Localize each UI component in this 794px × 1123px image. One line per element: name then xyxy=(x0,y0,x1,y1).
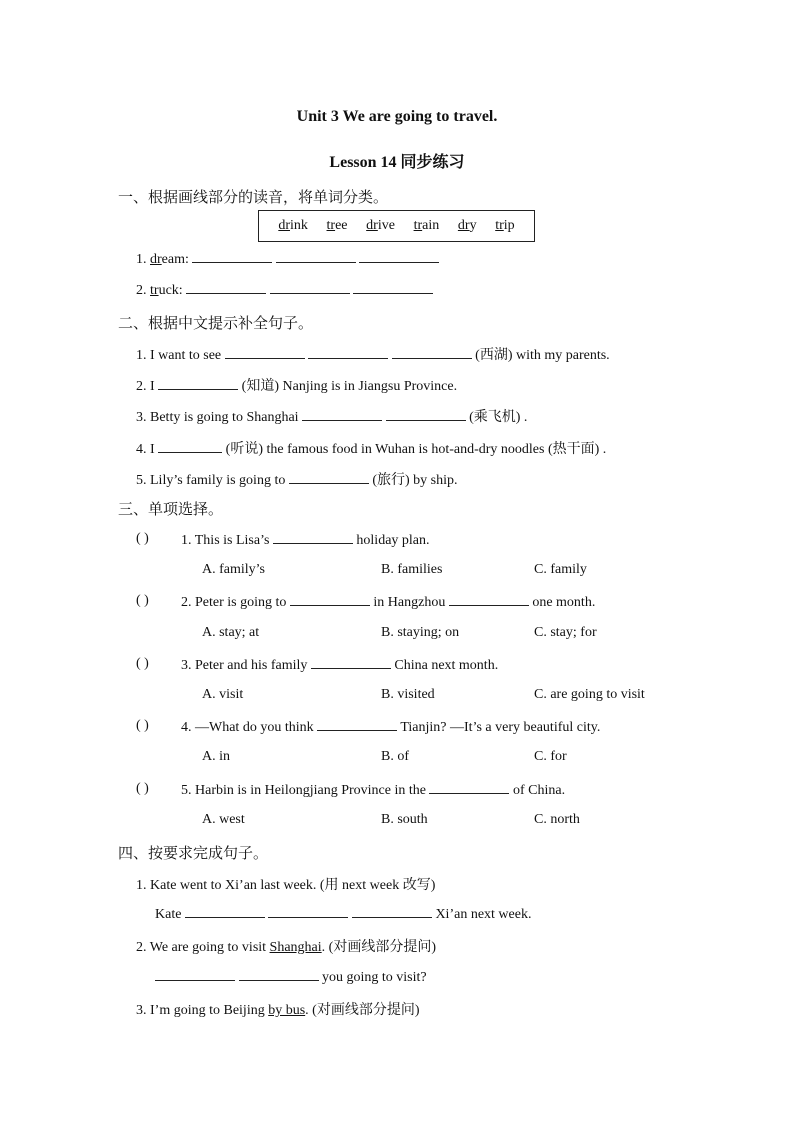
answer-blank[interactable] xyxy=(392,346,472,359)
answer-paren[interactable]: ( ) xyxy=(136,718,149,733)
answer-blank xyxy=(290,593,370,606)
option-a[interactable]: A. in xyxy=(202,749,230,764)
answer-blank[interactable] xyxy=(386,408,466,421)
answer-blank[interactable] xyxy=(186,281,266,294)
option-c[interactable]: C. for xyxy=(534,749,567,764)
answer-paren[interactable]: ( ) xyxy=(136,593,149,608)
answer-blank[interactable] xyxy=(155,968,235,981)
answer-blank[interactable] xyxy=(192,250,272,263)
answer-blank[interactable] xyxy=(308,346,388,359)
answer-blank[interactable] xyxy=(270,281,350,294)
option-a[interactable]: A. stay; at xyxy=(202,625,260,640)
answer-blank xyxy=(317,718,397,731)
part4-q1-answer: Kate Xi’an next week. xyxy=(155,907,532,922)
word-item: dry xyxy=(457,218,477,233)
option-c[interactable]: C. are going to visit xyxy=(534,687,645,702)
answer-blank xyxy=(429,781,509,794)
mc-question: 3. Peter and his family China next month. xyxy=(181,658,499,673)
option-a[interactable]: A. west xyxy=(202,812,245,827)
option-c[interactable]: C. stay; for xyxy=(534,625,597,640)
option-b[interactable]: B. visited xyxy=(381,687,435,702)
part2-heading: 二、根据中文提示补全句子。 xyxy=(118,314,314,332)
part4-heading: 四、按要求完成句子。 xyxy=(118,844,269,862)
word-item: drive xyxy=(366,218,395,233)
answer-paren[interactable]: ( ) xyxy=(136,531,149,546)
answer-blank xyxy=(449,593,529,606)
part2-q2: 2. I (知道) Nanjing is in Jiangsu Province. xyxy=(136,379,458,394)
option-a[interactable]: A. visit xyxy=(202,687,244,702)
answer-blank[interactable] xyxy=(353,281,433,294)
part4-q3: 3. I’m going to Beijing by bus. (对画线部分提问) xyxy=(136,1003,420,1018)
word-item: drink xyxy=(278,218,308,233)
option-b[interactable]: B. families xyxy=(381,562,443,577)
option-b[interactable]: B. staying; on xyxy=(381,625,460,640)
part1-q2: 2. truck: xyxy=(136,281,433,299)
mc-question: 4. —What do you think Tianjin? —It’s a very beautiful city. xyxy=(181,720,601,735)
part2-q3: 3. Betty is going to Shanghai (乘飞机) . xyxy=(136,410,528,425)
option-c[interactable]: C. family xyxy=(534,562,587,577)
option-b[interactable]: B. south xyxy=(381,812,428,827)
word-item: tree xyxy=(326,218,348,233)
option-a[interactable]: A. family’s xyxy=(202,562,265,577)
answer-blank[interactable] xyxy=(302,408,382,421)
option-c[interactable]: C. north xyxy=(534,812,580,827)
answer-blank[interactable] xyxy=(276,250,356,263)
part3-heading: 三、单项选择。 xyxy=(118,500,224,518)
word-item: trip xyxy=(495,218,515,233)
mc-question: 5. Harbin is in Heilongjiang Province in the of China. xyxy=(181,783,566,798)
part4-q2-answer: you going to visit? xyxy=(155,968,427,986)
answer-blank[interactable] xyxy=(158,440,222,453)
answer-blank[interactable] xyxy=(185,905,265,918)
option-b[interactable]: B. of xyxy=(381,749,409,764)
part1-heading: 一、根据画线部分的读音，将单词分类。 xyxy=(118,188,389,206)
part4-q2: 2. We are going to visit Shanghai. (对画线部分提问) xyxy=(136,940,436,955)
part2-q4: 4. I (听说) the famous food in Wuhan is hot-and-dry noodles (热干面) . xyxy=(136,442,607,457)
word-box xyxy=(258,210,535,242)
answer-paren[interactable]: ( ) xyxy=(136,656,149,671)
answer-blank[interactable] xyxy=(289,471,369,484)
mc-question: 1. This is Lisa’s holiday plan. xyxy=(181,533,430,548)
answer-blank[interactable] xyxy=(359,250,439,263)
answer-blank[interactable] xyxy=(268,905,348,918)
part2-q1: 1. I want to see (西湖) with my parents. xyxy=(136,348,610,363)
part1-q1: 1. dream: xyxy=(136,250,439,268)
answer-blank[interactable] xyxy=(158,377,238,390)
word-item: train xyxy=(413,218,440,233)
answer-blank xyxy=(273,531,353,544)
answer-blank xyxy=(311,656,391,669)
page-title: Unit 3 We are going to travel. xyxy=(296,108,498,125)
answer-blank[interactable] xyxy=(352,905,432,918)
part2-q5: 5. Lily’s family is going to (旅行) by ship. xyxy=(136,473,458,488)
answer-blank[interactable] xyxy=(239,968,319,981)
answer-paren[interactable]: ( ) xyxy=(136,781,149,796)
answer-blank[interactable] xyxy=(225,346,305,359)
lesson-subtitle: Lesson 14 同步练习 xyxy=(329,154,465,171)
part4-q1: 1. Kate went to Xi’an last week. (用 next week 改写) xyxy=(136,878,436,893)
mc-question: 2. Peter is going to in Hangzhou one month. xyxy=(181,595,596,610)
